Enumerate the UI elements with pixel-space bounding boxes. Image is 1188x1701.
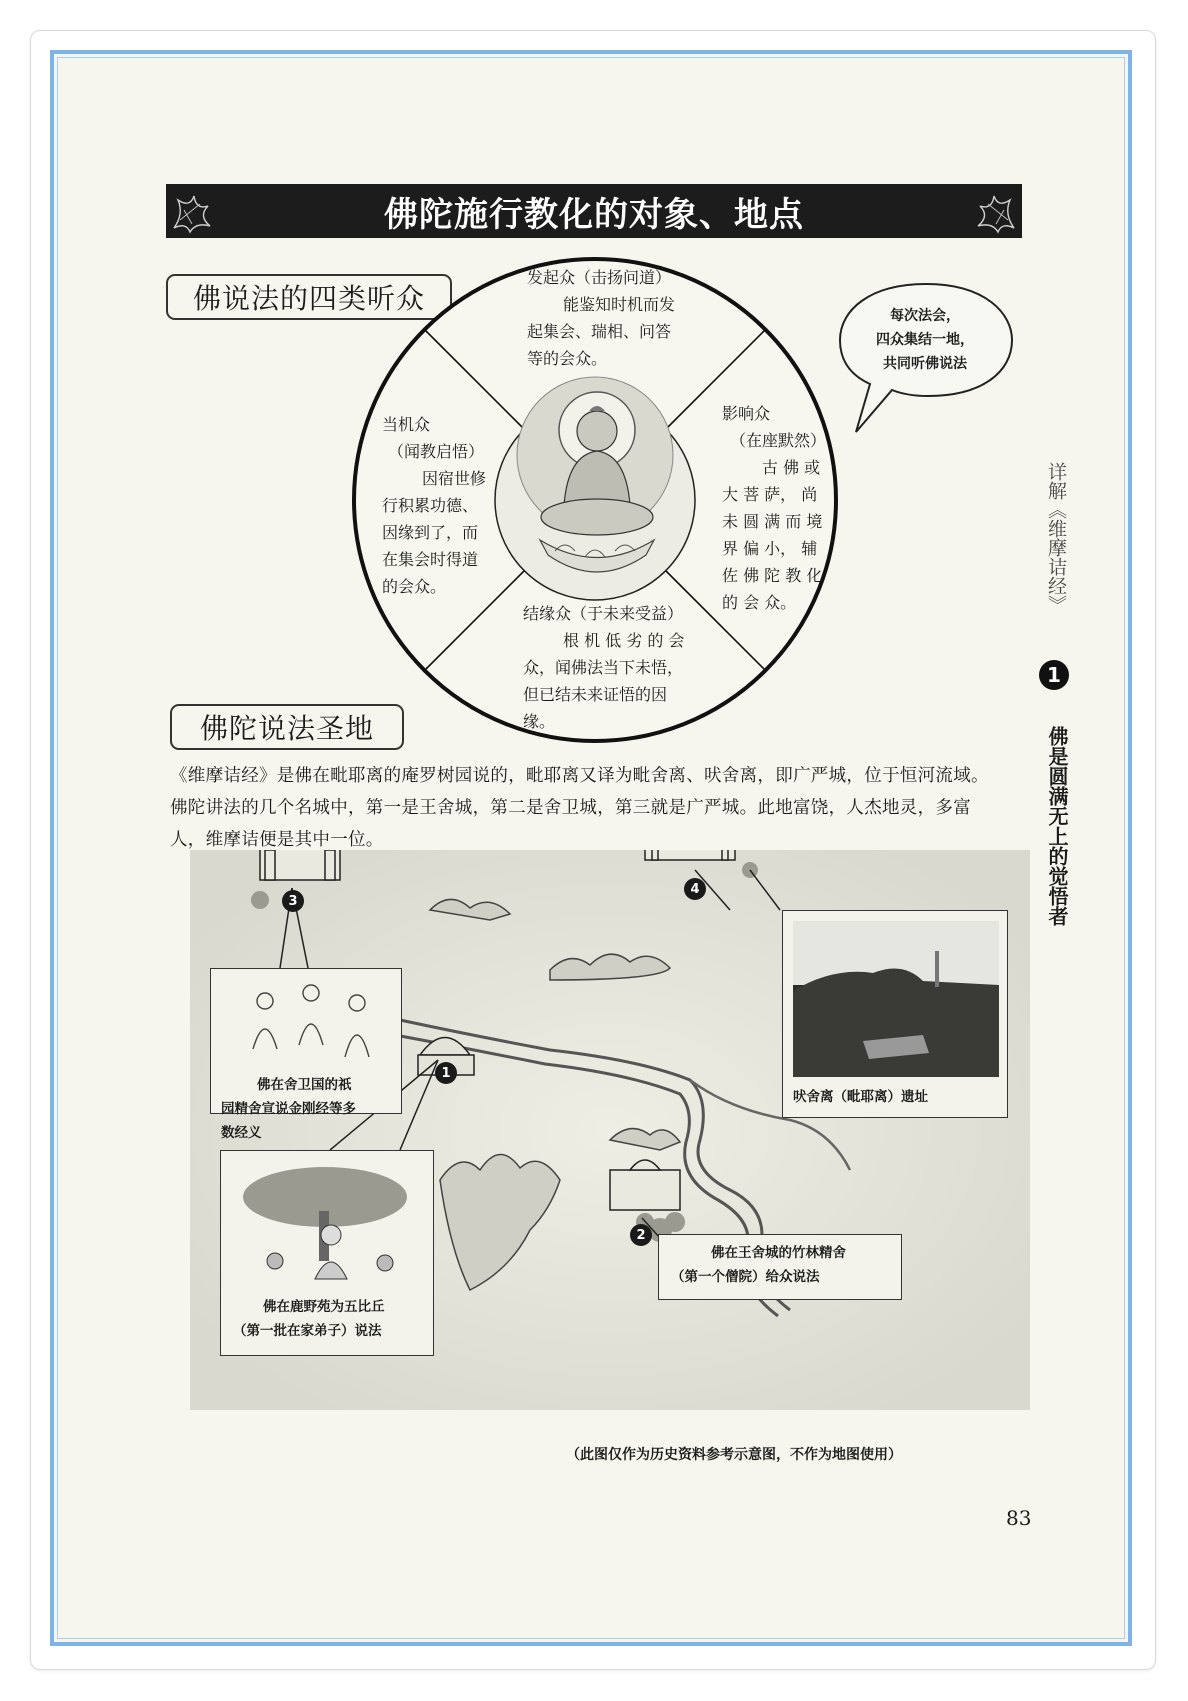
quadrant-right-line: 古 佛 或 [762, 458, 821, 477]
callout-rajagriha-line: 佛在王舍城的竹林精舍 [711, 1245, 846, 1261]
quadrant-top-line: 能鉴知时机而发 [563, 295, 676, 314]
callout-sravasti-line: 园精舍宣说金刚经等多 [221, 1101, 356, 1117]
quadrant-left [382, 411, 512, 600]
quadrant-left-line: 在集会时得道 [382, 550, 479, 569]
quadrant-right-sub: （在座默然） [730, 431, 827, 450]
quadrant-bottom-line: 众，闻佛法当下未悟， [523, 658, 684, 677]
quadrant-right-line: 界 偏 小， 辅 [722, 539, 818, 558]
quadrant-bottom [523, 600, 713, 735]
section-title-holy-places-text: 佛陀说法圣地 [199, 712, 374, 745]
quadrant-bottom-line: 但已结未来证悟的因 [523, 685, 668, 704]
vaishali-ruins-photo-art [793, 921, 999, 1077]
section-title-holy-places [170, 704, 404, 750]
callout-sravasti-line: 佛在舍卫国的祇 [257, 1077, 352, 1093]
bubble-line: 每次法会， [890, 308, 960, 324]
bubble-line: 共同听佛说法 [883, 356, 967, 372]
holy-places-map [190, 850, 1030, 1450]
quadrant-right-line: 的 会 众。 [722, 593, 797, 612]
quadrant-left-line: 的会众。 [382, 577, 447, 596]
map-marker: 4 [684, 878, 706, 900]
side-series-title: 详解《维摩诘经》 [1045, 462, 1067, 614]
quadrant-right [722, 400, 852, 616]
quadrant-left-line: 行积累功德、 [382, 496, 479, 515]
quadrant-left-line: 因宿世修 [422, 469, 487, 488]
callout-vaishali [782, 910, 1008, 1118]
quadrant-top [527, 264, 707, 372]
quadrant-left-head: 当机众 [382, 415, 431, 434]
right-ornament-icon [972, 184, 1018, 238]
sravasti-sketch-icon [235, 979, 385, 1063]
callout-rajagriha [658, 1234, 902, 1300]
intro-paragraph: 《维摩诘经》是佛在毗耶离的庵罗树园说的，毗耶离又译为毗舍离、吠舍离，即广严城，位于恒河流域。佛陀讲法的几个名城中，第一是王舍城，第二是舍卫城，第三就是广严城。此地富饶，人杰地灵，多富人，维摩诘便是其中一位。 [170, 766, 989, 850]
page-banner [166, 184, 1022, 238]
sravasti-sketch-figures [235, 979, 385, 1063]
callout-vaishali-caption: 吠舍离（毗耶离）遗址 [793, 1089, 928, 1105]
quadrant-bottom-line: 缘。 [523, 712, 556, 731]
chapter-number-badge: 1 [1039, 660, 1069, 690]
quadrant-bottom-line: 根 机 低 劣 的 会 [563, 631, 685, 650]
vaishali-ruins-photo [793, 921, 999, 1077]
quadrant-bottom-head: 结缘众（于未来受益） [523, 604, 684, 623]
quadrant-right-line: 未 圆 满 而 境 [722, 512, 823, 531]
speech-bubble-text [842, 304, 1008, 376]
quadrant-left-line: 因缘到了，而 [382, 523, 479, 542]
map-marker: 2 [630, 1224, 652, 1246]
banner-title: 佛陀施行教化的对象、地点 [384, 194, 804, 235]
map-disclaimer: （此图仅作为历史资料参考示意图，不作为地图使用） [566, 1447, 902, 1463]
callout-rajagriha-line: （第一个僧院）给众说法 [671, 1269, 820, 1285]
quadrant-top-line: 起集会、瑞相、问答 [527, 322, 672, 341]
city-vaishali-icon [645, 850, 735, 860]
callout-deer-park [220, 1150, 434, 1356]
callout-deer-park-line: 佛在鹿野苑为五比丘 [263, 1299, 385, 1315]
quadrant-right-line: 大 菩 萨， 尚 [722, 485, 818, 504]
left-ornament-icon [170, 184, 216, 238]
section-title-audiences-text: 佛说法的四类听众 [192, 282, 425, 315]
city-sravasti-icon [260, 850, 340, 880]
page-number: 83 [1006, 1506, 1032, 1530]
callout-sravasti [210, 968, 402, 1141]
callout-deer-park-line: （第一批在家弟子）说法 [233, 1323, 382, 1339]
bubble-line: 四众集结一地， [876, 332, 974, 348]
quadrant-top-line: 等的会众。 [527, 349, 608, 368]
quadrant-right-head: 影响众 [722, 404, 771, 423]
map-marker: 1 [435, 1062, 457, 1084]
side-chapter-title: 佛是圆满无上的觉悟者 [1045, 726, 1069, 926]
quadrant-right-line: 佐 佛 陀 教 化 [722, 566, 823, 585]
deer-park-sketch-icon [235, 1161, 421, 1289]
quadrant-top-head: 发起众（击扬问道） [527, 268, 672, 287]
deer-park-sketch-art [235, 1161, 421, 1289]
map-marker: 3 [282, 890, 304, 912]
callout-sravasti-line: 数经义 [221, 1125, 262, 1141]
quadrant-left-sub: （闻教启悟） [388, 442, 485, 461]
